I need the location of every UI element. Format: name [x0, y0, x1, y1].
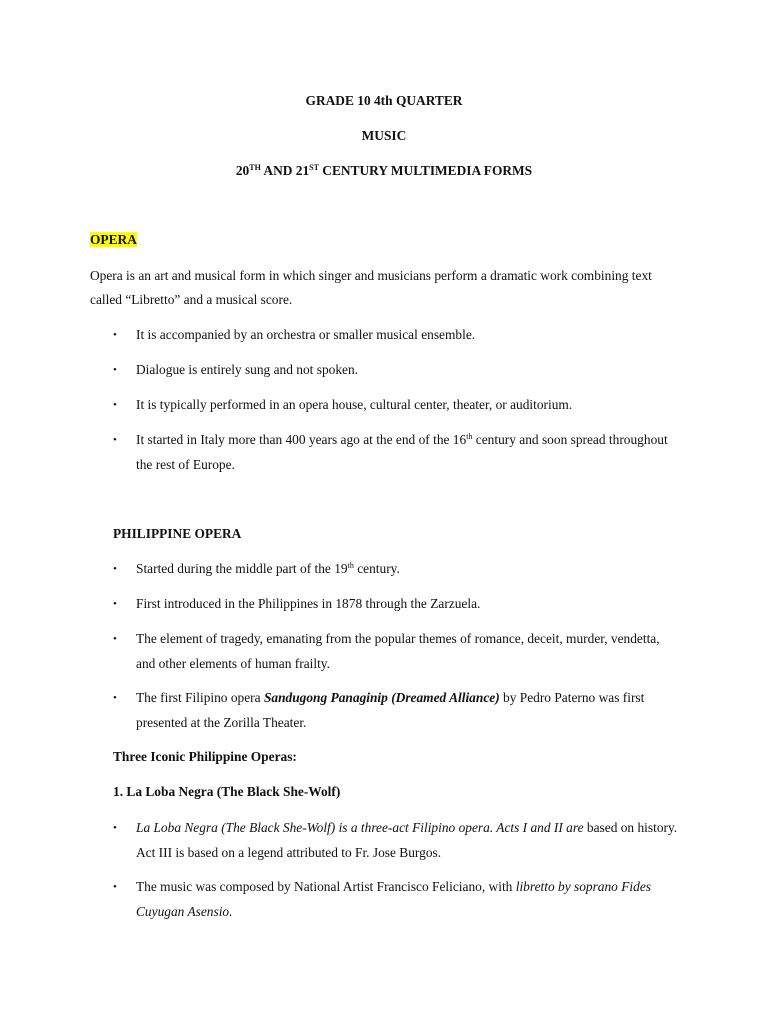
list-item-text [136, 875, 681, 924]
bullet-icon: • [113, 822, 117, 834]
bullet-icon: • [113, 434, 117, 446]
text-run: by Pedro Paterno was first presented at the Zorilla Theater. [136, 690, 645, 730]
topic-sup: TH [249, 163, 261, 172]
opera-heading-highlight: OPERA [90, 232, 137, 247]
italic-run: libretto by soprano Fides Cuyugan Asensio. [136, 879, 651, 919]
topic-part: 20 [235, 163, 250, 178]
bullet-icon: • [113, 563, 117, 575]
topic-part: AND 21 [260, 163, 310, 178]
list-item-text: It is typically performed in an opera house, cultural center, theater, or auditorium. [136, 397, 573, 412]
opera-title-emphasis: Sandugong Panaginip (Dreamed Alliance) [263, 690, 500, 705]
text-run: century and soon spread throughout the rest of Europe. [136, 432, 668, 472]
italic-run: La Loba Negra (The Black She-Wolf) is a three-act Filipino opera. Acts I and II are [136, 820, 584, 835]
opera-heading [90, 232, 137, 248]
la-loba-negra-subheading: 1. La Loba Negra (The Black She-Wolf) [113, 784, 341, 799]
bullet-icon: • [113, 881, 117, 893]
bullet-icon: • [113, 329, 117, 341]
bullet-icon: • [113, 633, 117, 645]
topic-part: CENTURY MULTIMEDIA FORMS [318, 163, 533, 178]
list-item-text [136, 428, 681, 477]
list-item-text [136, 816, 681, 865]
ordinal-sup: th [466, 432, 473, 441]
doc-title-subject: MUSIC [361, 128, 407, 143]
list-item-text [136, 686, 681, 735]
doc-title-grade: GRADE 10 4th QUARTER [305, 93, 463, 108]
text-run: Started during the middle part of the 19 [136, 561, 348, 576]
ordinal-sup: th [347, 561, 354, 570]
bullet-icon: • [113, 399, 117, 411]
list-item-text [136, 557, 681, 582]
list-item-text: First introduced in the Philippines in 1878 through the Zarzuela. [136, 596, 481, 611]
doc-title-topic [0, 163, 768, 179]
text-run: The first Filipino opera [136, 690, 264, 705]
bullet-icon: • [113, 692, 117, 704]
text-run: century. [353, 561, 400, 576]
philippine-opera-heading: PHILIPPINE OPERA [113, 526, 242, 541]
list-item-text: The element of tragedy, emanating from the popular themes of romance, deceit, murder, vendetta, and other elements of human frailty. [136, 631, 660, 671]
topic-sup: ST [309, 163, 319, 172]
bullet-icon: • [113, 598, 117, 610]
list-item-text: Dialogue is entirely sung and not spoken. [136, 362, 359, 377]
text-run: The music was composed by National Artist Francisco Feliciano, with [136, 879, 516, 894]
text-run: based on history. Act III is based on a legend attributed to Fr. Jose Burgos. [136, 820, 678, 860]
bullet-icon: • [113, 364, 117, 376]
list-item-text: It is accompanied by an orchestra or smaller musical ensemble. [136, 327, 476, 342]
opera-intro-paragraph: Opera is an art and musical form in which singer and musicians perform a dramatic work combining text called “Libretto” and a musical score. [90, 268, 652, 307]
text-run: It started in Italy more than 400 years ago at the end of the 16 [136, 432, 467, 447]
iconic-operas-heading: Three Iconic Philippine Operas: [113, 749, 297, 764]
